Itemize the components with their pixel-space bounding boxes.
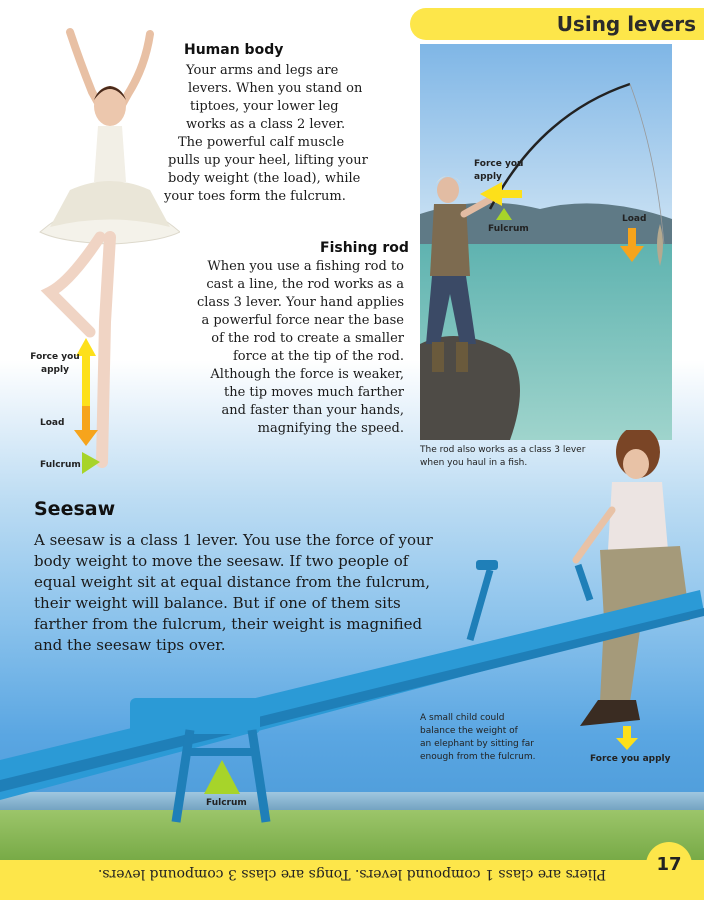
human-body-line: works as a class 2 lever. <box>186 117 346 132</box>
fishing-rod-line: of the rod to create a smaller <box>211 331 404 346</box>
human-body-line: tiptoes, your lower leg <box>190 99 339 114</box>
human-body-line: your toes form the fulcrum. <box>164 189 346 204</box>
fishing-rod-line: force at the tip of the rod. <box>232 349 404 364</box>
fishing-rod-line: the tip moves much farther <box>223 385 404 400</box>
fishing-photo <box>420 44 672 440</box>
fishing-rod-line: a powerful force near the base <box>201 313 404 328</box>
seesaw-force-label: Force you apply <box>590 754 671 764</box>
seesaw-line: equal weight sit at equal distance from the fulcrum, <box>34 573 430 591</box>
fishing-rod-line: magnifying the speed. <box>257 421 404 436</box>
human-body-line: levers. When you stand on <box>188 81 363 96</box>
page-title: Using levers <box>556 12 696 36</box>
human-body-line: The powerful calf muscle <box>178 135 345 150</box>
seesaw-line: body weight to move the seesaw. If two people of <box>34 552 409 570</box>
fishing-rod-line: and faster than your hands, <box>221 403 404 418</box>
human-body-line: pulls up your heel, lifting your <box>168 153 368 168</box>
seesaw-fulcrum-label: Fulcrum <box>206 798 247 808</box>
fishing-rod-line: When you use a fishing rod to <box>207 259 404 274</box>
human-load-label: Load <box>40 418 65 428</box>
seesaw-line: their weight will balance. But if one of them sits <box>34 594 401 612</box>
seesaw-caption-line: A small child could <box>420 713 505 723</box>
seesaw-paragraph <box>34 530 494 656</box>
human-body-line: body weight (the load), while <box>168 171 361 186</box>
header-band <box>410 8 704 40</box>
fishing-rod-paragraph <box>160 258 404 438</box>
human-body-heading: Human body <box>184 42 284 58</box>
seesaw-caption-line: enough from the fulcrum. <box>420 752 536 762</box>
page-number: 17 <box>646 842 692 888</box>
fishing-force-label: Force you apply <box>474 159 524 182</box>
seesaw-heading: Seesaw <box>34 498 116 520</box>
fishing-caption-line: The rod also works as a class 3 lever <box>420 445 586 455</box>
fishing-rod-line: Although the force is weaker, <box>210 367 404 382</box>
fishing-rod-heading: Fishing rod <box>320 240 409 256</box>
fishing-caption-line: when you haul in a fish. <box>420 458 528 468</box>
human-body-line: Your arms and legs are <box>186 63 339 78</box>
seesaw-caption <box>420 712 560 764</box>
seesaw-caption-line: an elephant by sitting far <box>420 739 534 749</box>
seesaw-line: and the seesaw tips over. <box>34 636 226 654</box>
fishing-fulcrum-label: Fulcrum <box>488 224 529 234</box>
seesaw-line: A seesaw is a class 1 lever. You use the force of your <box>34 531 433 549</box>
human-body-paragraph <box>164 62 384 206</box>
human-force-label: Force you apply <box>30 352 80 375</box>
fishing-rod-line: class 3 lever. Your hand applies <box>196 295 404 310</box>
fishing-load-label: Load <box>622 214 647 224</box>
fishing-rod-line: cast a line, the rod works as a <box>206 277 404 292</box>
footer-fact: Pliers are class 1 compound levers. Tongs are class 3 compound levers. <box>97 866 607 882</box>
seesaw-caption-line: balance the weight of <box>420 726 518 736</box>
human-fulcrum-label: Fulcrum <box>40 460 81 470</box>
seesaw-line: farther from the fulcrum, their weight is magnified <box>34 615 423 633</box>
